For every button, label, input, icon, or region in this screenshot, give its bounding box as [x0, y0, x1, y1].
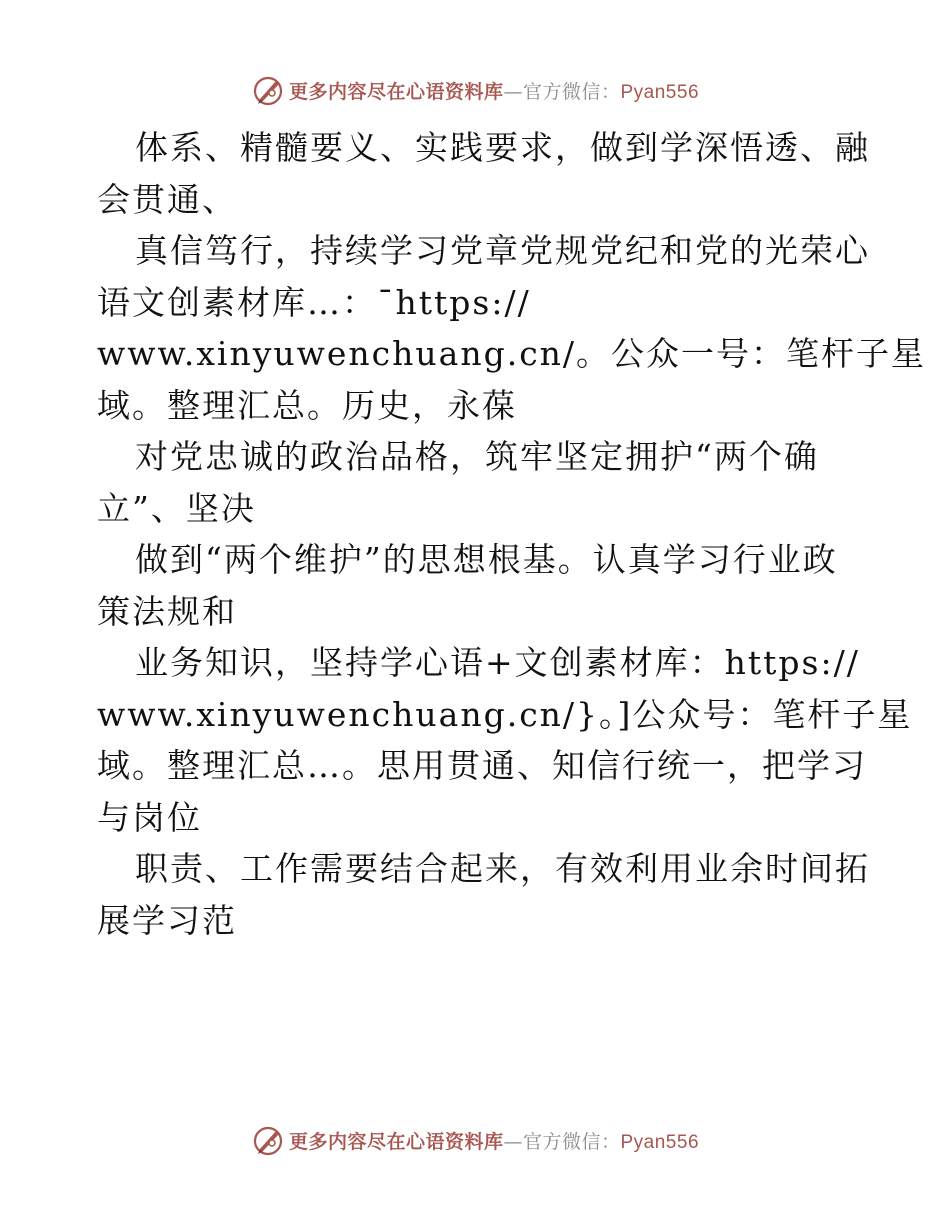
header-wechat-id: Pyan556 — [620, 81, 700, 103]
text-line: 真信笃行，持续学习党章党规党纪和党的光荣心 — [135, 231, 870, 270]
text-line: 域。整理汇总。历史，永葆 — [97, 385, 517, 425]
footer-wechat-id: Pyan556 — [620, 1131, 700, 1153]
header-banner — [0, 70, 950, 110]
text-line: 业务知识，坚持学心语+文创素材库：https:// — [135, 643, 860, 682]
text-line: 会贯通、 — [97, 179, 237, 219]
text-line: 策法规和 — [97, 591, 237, 631]
text-line: 立”、坚决 — [97, 488, 256, 528]
text-line: 语文创素材库…：¯https:// — [97, 282, 531, 322]
footer-separator: — — [503, 1130, 523, 1153]
text-line: 对党忠诚的政治品格，筑牢坚定拥护“两个确 — [135, 437, 819, 476]
text-line: www.xinyuwenchuang.cn/}。]公众号：笔杆子星 — [97, 694, 913, 734]
text-line: 做到“两个维护”的思想根基。认真学习行业政 — [135, 540, 838, 579]
text-line: 与岗位 — [97, 797, 202, 837]
header-separator: — — [503, 80, 523, 103]
header-banner-text — [289, 77, 699, 104]
header-brand: 更多内容尽在心语资料库 — [288, 80, 504, 103]
document-body — [97, 122, 927, 946]
text-line: 体系、精髓要义、实践要求，做到学深悟透、融 — [135, 128, 870, 167]
pen-logo-icon — [251, 1123, 285, 1157]
footer-wechat-label: 官方微信： — [522, 1130, 621, 1153]
footer-brand: 更多内容尽在心语资料库 — [288, 1130, 504, 1153]
text-line: www.xinyuwenchuang.cn/。公众一号：笔杆子星 — [97, 334, 927, 373]
text-line: 展学习范 — [97, 900, 237, 940]
header-wechat-label: 官方微信： — [522, 80, 621, 103]
footer-banner — [0, 1120, 950, 1160]
pen-logo-icon — [251, 73, 285, 107]
text-line: 域。整理汇总…。思用贯通、知信行统一，把学习 — [97, 746, 867, 785]
text-line: 职责、工作需要结合起来，有效利用业余时间拓 — [135, 849, 870, 888]
footer-banner-text — [289, 1127, 699, 1154]
